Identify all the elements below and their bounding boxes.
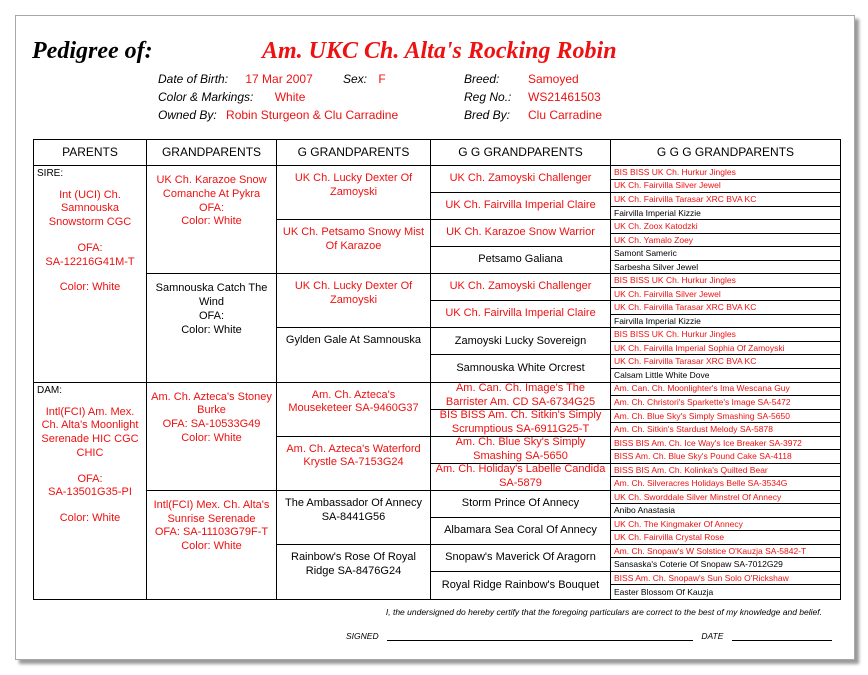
- dam-line: OFA:: [77, 472, 103, 485]
- signature-line[interactable]: [387, 630, 693, 641]
- g-grandparent-cell: Am. Ch. Azteca's Mouseketeer SA-9460G37: [277, 383, 431, 437]
- reg-row: [464, 90, 601, 104]
- gg-grandparent-cell: Zamoyski Lucky Sovereign: [431, 328, 611, 355]
- sex-row: [343, 72, 386, 86]
- ggg-grandparent-cell: UK Ch. Zoox Katodzki: [611, 220, 840, 234]
- gg-grandparent-cell: Storm Prince Of Annecy: [431, 491, 611, 518]
- sire-line: SA-12216G41M-T: [45, 255, 135, 268]
- ggg-grandparent-cell: UK Ch. Fairvilla Imperial Sophia Of Zamoyski: [611, 342, 840, 356]
- ggg-grandparent-cell: Anibo Anastasia: [611, 504, 840, 518]
- ggg-grandparent-cell: BISS Am. Ch. Blue Sky's Pound Cake SA-4118: [611, 450, 840, 464]
- breed-value: Samoyed: [528, 72, 579, 86]
- color-value: White: [274, 90, 306, 104]
- g-grandparent-cell: UK Ch. Lucky Dexter Of Zamoyski: [277, 166, 431, 220]
- grandparent-cell: Intl(FCI) Mex. Ch. Alta's Sunrise Serenade OFA: SA-11103G79F-T Color: White: [147, 491, 277, 599]
- ggg-grandparent-cell: UK Ch. Fairvilla Tarasar XRC BVA KC: [611, 355, 840, 369]
- ggg-grandparent-cell: BISS BIS Am. Ch. Ice Way's Ice Breaker SA-3972: [611, 437, 840, 451]
- dob-row: [158, 72, 313, 86]
- sire-label: SIRE:: [37, 168, 64, 179]
- gg-grandparent-cell: Snopaw's Maverick Of Aragorn: [431, 545, 611, 572]
- breed-label: Breed:: [464, 72, 500, 86]
- ggg-grandparent-cell: Am. Can. Ch. Moonlighter's Ima Wescana Guy: [611, 383, 840, 397]
- sire-line: [37, 230, 143, 242]
- sire-cell: [34, 166, 147, 383]
- ggg-grandparent-cell: Calsam Little White Dove: [611, 369, 840, 383]
- pedigree-sheet: [15, 15, 855, 660]
- dam-line: Ch. Alta's Moonlight: [41, 419, 139, 432]
- dam-label: DAM:: [37, 385, 62, 396]
- gg-grandparent-cell: Am. Ch. Blue Sky's Simply Smashing SA-5650: [431, 437, 611, 464]
- gg-grandparent-cell: UK Ch. Zamoyski Challenger: [431, 274, 611, 301]
- g-grandparent-cell: UK Ch. Lucky Dexter Of Zamoyski: [277, 274, 431, 328]
- sire-line: Int (UCI) Ch.: [59, 188, 121, 201]
- pedigree-table: [33, 139, 841, 600]
- pedigree-title-label: Pedigree of:: [32, 38, 153, 64]
- gg-grandparent-cell: UK Ch. Zamoyski Challenger: [431, 166, 611, 193]
- dam-line: [37, 500, 143, 512]
- sire-line: Snowstorm CGC: [48, 216, 132, 228]
- ggg-grandparent-cell: UK Ch. Yamalo Zoey: [611, 234, 840, 248]
- ggg-grandparent-cell: BIS BISS UK Ch. Hurkur Jingles: [611, 328, 840, 342]
- ggg-grandparent-cell: Am. Ch. Christori's Sparkette's Image SA-5472: [611, 396, 840, 410]
- sire-line: OFA:: [77, 241, 103, 254]
- sire-line: Color: White: [59, 281, 121, 294]
- dob-value: 17 Mar 2007: [245, 72, 313, 86]
- certification-text: I, the undersigned do hereby certify that the foregoing particulars are correct to the best of my knowledge and belief.: [385, 607, 822, 617]
- ggg-grandparent-cell: Sansaska's Coterie Of Snopaw SA-7012G29: [611, 558, 840, 572]
- reg-label: Reg No.:: [464, 90, 512, 104]
- dam-line: CHIC: [76, 446, 104, 459]
- ggg-grandparent-cell: BISS Am. Ch. Snopaw's Sun Solo O'Rickshaw: [611, 572, 840, 586]
- gg-grandparent-cell: Petsamo Galiana: [431, 247, 611, 274]
- ggg-grandparent-cell: UK Ch. Fairvilla Tarasar XRC BVA KC: [611, 301, 840, 315]
- bred-label: Bred By:: [464, 108, 511, 122]
- sire-line: [37, 269, 143, 281]
- ggg-grandparent-cell: Am. Ch. Snopaw's W Solstice O'Kauzja SA-5842-T: [611, 545, 840, 559]
- ggg-grandparent-cell: BISS BIS Am. Ch. Kolinka's Quilted Bear: [611, 464, 840, 478]
- signature-row: [346, 630, 832, 641]
- gg-grandparent-cell: BIS BISS Am. Ch. Sitkin's Simply Scrumptious SA-6911G25-T: [431, 410, 611, 437]
- owned-label: Owned By:: [158, 108, 217, 122]
- col-header-grandparents: GRANDPARENTS: [147, 140, 277, 166]
- dam-line: Serenade HIC CGC: [41, 433, 139, 445]
- ggg-grandparent-cell: Sarbesha Silver Jewel: [611, 261, 840, 275]
- grandparent-cell: Samnouska Catch The Wind OFA: Color: White: [147, 274, 277, 382]
- gg-grandparent-cell: UK Ch. Fairvilla Imperial Claire: [431, 193, 611, 220]
- col-header-parents: PARENTS: [34, 140, 147, 166]
- g-grandparent-cell: Rainbow's Rose Of Royal Ridge SA-8476G24: [277, 545, 431, 599]
- ggg-grandparent-cell: UK Ch. Fairvilla Crystal Rose: [611, 531, 840, 545]
- g-grandparent-cell: UK Ch. Petsamo Snowy Mist Of Karazoe: [277, 220, 431, 274]
- g-grandparent-cell: The Ambassador Of Annecy SA-8441G56: [277, 491, 431, 545]
- g-grandparent-cell: Gylden Gale At Samnouska: [277, 328, 431, 382]
- ggg-grandparent-cell: UK Ch. Fairvilla Tarasar XRC BVA KC: [611, 193, 840, 207]
- dob-label: Date of Birth:: [158, 72, 229, 86]
- bred-row: [464, 108, 603, 122]
- color-row: [158, 90, 305, 104]
- ggg-grandparent-cell: UK Ch. Fairvilla Silver Jewel: [611, 180, 840, 194]
- ggg-grandparent-cell: BIS BISS UK Ch. Hurkur Jingles: [611, 166, 840, 180]
- gg-grandparent-cell: Albamara Sea Coral Of Annecy: [431, 518, 611, 545]
- gg-grandparent-cell: UK Ch. Fairvilla Imperial Claire: [431, 301, 611, 328]
- col-header-g-grandparents: G GRANDPARENTS: [277, 140, 431, 166]
- date-line[interactable]: [732, 630, 832, 641]
- dam-line: Intl(FCI) Am. Mex.: [45, 405, 135, 418]
- owned-row: [158, 108, 398, 122]
- col-header-ggg-grandparents: G G G GRANDPARENTS: [611, 140, 840, 166]
- color-label: Color & Markings:: [158, 90, 254, 104]
- date-label: DATE: [701, 631, 724, 641]
- ggg-grandparent-cell: Fairvilla Imperial Kizzie: [611, 207, 840, 221]
- grandparent-cell: UK Ch. Karazoe Snow Comanche At Pykra OFA: Color: White: [147, 166, 277, 274]
- ggg-grandparent-cell: BIS BISS UK Ch. Hurkur Jingles: [611, 274, 840, 288]
- col-header-gg-grandparents: G G GRANDPARENTS: [431, 140, 611, 166]
- gg-grandparent-cell: Am. Ch. Holiday's Labelle Candida SA-5879: [431, 464, 611, 491]
- breed-row: [464, 72, 579, 86]
- g-grandparent-cell: Am. Ch. Azteca's Waterford Krystle SA-7153G24: [277, 437, 431, 491]
- owned-value: Robin Sturgeon & Clu Carradine: [226, 108, 399, 122]
- dam-line: [37, 461, 143, 473]
- sire-line: Samnouska: [60, 202, 120, 215]
- dam-cell: [34, 383, 147, 599]
- reg-value: WS21461503: [528, 90, 601, 104]
- ggg-grandparent-cell: Am. Ch. Sitkin's Stardust Melody SA-5878: [611, 423, 840, 437]
- gg-grandparent-cell: UK Ch. Karazoe Snow Warrior: [431, 220, 611, 247]
- ggg-grandparent-cell: UK Ch. The Kingmaker Of Annecy: [611, 518, 840, 532]
- dam-line: Color: White: [59, 512, 121, 524]
- ggg-grandparent-cell: Samont Sameric: [611, 247, 840, 261]
- grandparent-cell: Am. Ch. Azteca's Stoney Burke OFA: SA-10533G49 Color: White: [147, 383, 277, 491]
- gg-grandparent-cell: Samnouska White Orcrest: [431, 355, 611, 382]
- bred-value: Clu Carradine: [528, 108, 603, 122]
- gg-grandparent-cell: Royal Ridge Rainbow's Bouquet: [431, 572, 611, 599]
- sex-label: Sex:: [343, 72, 368, 86]
- ggg-grandparent-cell: Easter Blossom Of Kauzja: [614, 586, 714, 597]
- ggg-grandparent-cell: UK Ch. Sworddale Silver Minstrel Of Annecy: [611, 491, 840, 505]
- ggg-grandparent-cell: Fairvilla Imperial Kizzie: [611, 315, 840, 329]
- sex-value: F: [378, 72, 386, 86]
- dam-line: SA-13501G35-PI: [48, 486, 132, 499]
- gg-grandparent-cell: Am. Can. Ch. Image's The Barrister Am. CD SA-6734G25: [431, 383, 611, 410]
- ggg-grandparent-cell: Am. Ch. Blue Sky's Simply Smashing SA-5650: [611, 410, 840, 424]
- ggg-grandparent-cell: UK Ch. Fairvilla Silver Jewel: [611, 288, 840, 302]
- dog-name: Am. UKC Ch. Alta's Rocking Robin: [262, 38, 617, 64]
- ggg-grandparent-cell: Am. Ch. Silveracres Holidays Belle SA-3534G: [611, 477, 840, 491]
- signed-label: SIGNED: [346, 631, 379, 641]
